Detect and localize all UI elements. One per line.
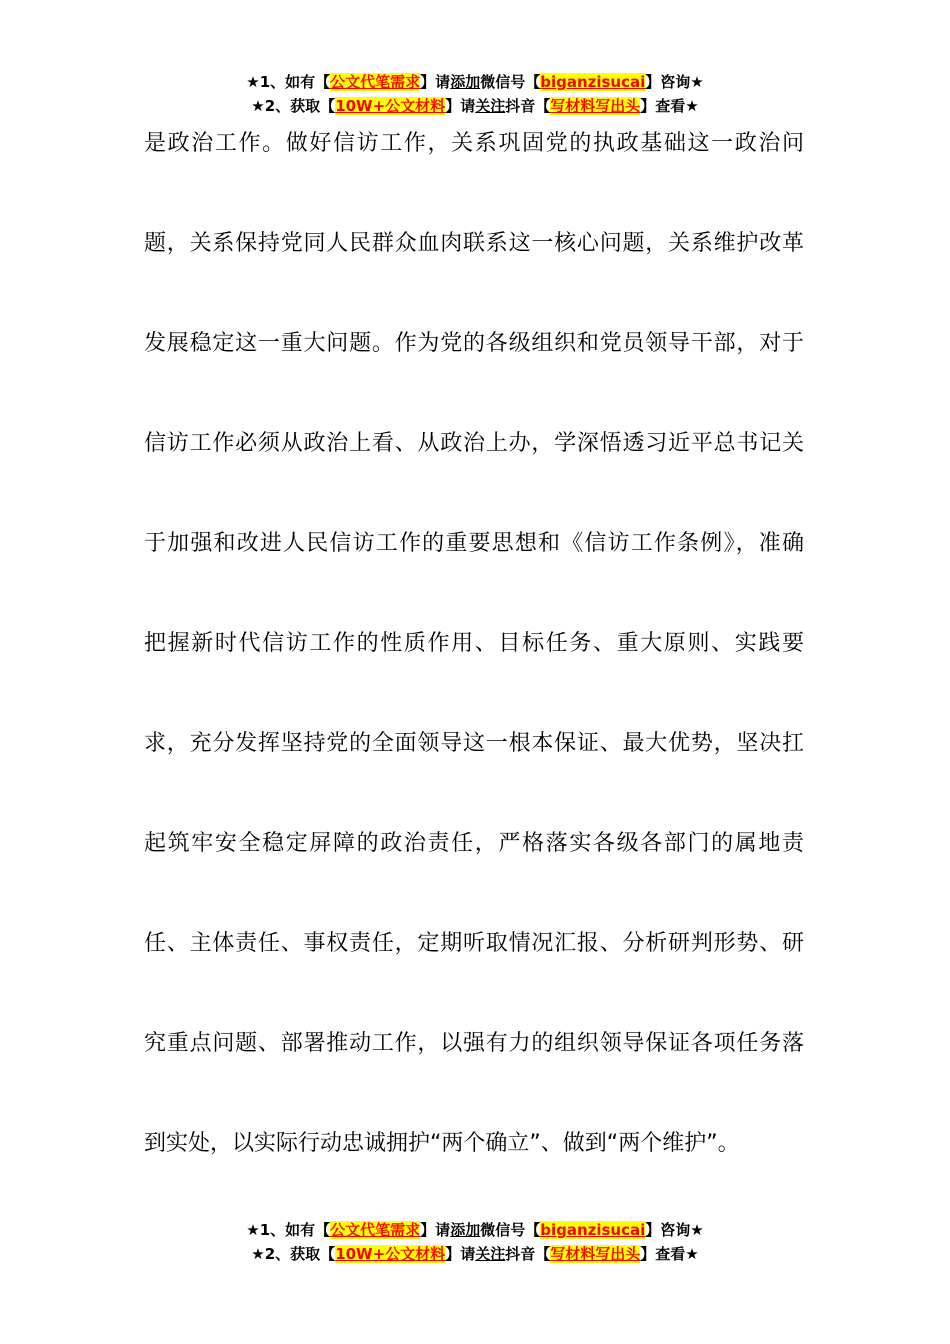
body-line: 发展稳定这一重大问题。作为党的各级组织和党员领导干部，对于 [144, 331, 804, 356]
body-line: 信访工作必须从政治上看、从政治上办，学深悟透习近平总书记关 [144, 431, 804, 456]
highlight-wechat-id: biganzisucai [540, 1221, 646, 1239]
highlight-douyin: 写材料写出头 [550, 1245, 641, 1263]
body-line: 求，充分发挥坚持党的全面领导这一根本保证、最大优势，坚决扛 [144, 731, 804, 756]
document-body [144, 120, 804, 1220]
highlight-wechat-id: biganzisucai [540, 73, 646, 91]
body-line-last: 到实处，以实际行动忠诚拥护“两个确立”、做到“两个维护”。 [144, 1131, 740, 1156]
body-line: 究重点问题、部署推动工作，以强有力的组织领导保证各项任务落 [144, 1031, 804, 1056]
highlight-materials: 10W+公文材料 [335, 1245, 446, 1263]
body-line: 于加强和改进人民信访工作的重要思想和《信访工作条例》，准确 [144, 531, 804, 556]
highlight-douyin: 写材料写出头 [550, 97, 641, 115]
body-line: 把握新时代信访工作的性质作用、目标任务、重大原则、实践要 [144, 631, 804, 656]
body-line: 起筑牢安全稳定屏障的政治责任，严格落实各级各部门的属地责 [144, 831, 804, 856]
highlight-service: 公文代笔需求 [330, 1221, 421, 1239]
body-line: 任、主体责任、事权责任，定期听取情况汇报、分析研判形势、研 [144, 931, 804, 956]
header-banner [0, 70, 950, 118]
banner-line-2: ★2、获取【10W+公文材料】请关注抖音【写材料写出头】查看★ [251, 97, 699, 115]
highlight-service: 公文代笔需求 [330, 73, 421, 91]
banner-line-1: ★1、如有【公文代笔需求】请添加微信号【biganzisucai】咨询★ [246, 73, 704, 91]
body-line: 是政治工作。做好信访工作，关系巩固党的执政基础这一政治问 [144, 131, 804, 156]
banner-line-2: ★2、获取【10W+公文材料】请关注抖音【写材料写出头】查看★ [251, 1245, 699, 1263]
banner-line-1: ★1、如有【公文代笔需求】请添加微信号【biganzisucai】咨询★ [246, 1221, 704, 1239]
highlight-materials: 10W+公文材料 [335, 97, 446, 115]
footer-banner [0, 1218, 950, 1266]
body-line: 题，关系保持党同人民群众血肉联系这一核心问题，关系维护改革 [144, 231, 804, 256]
